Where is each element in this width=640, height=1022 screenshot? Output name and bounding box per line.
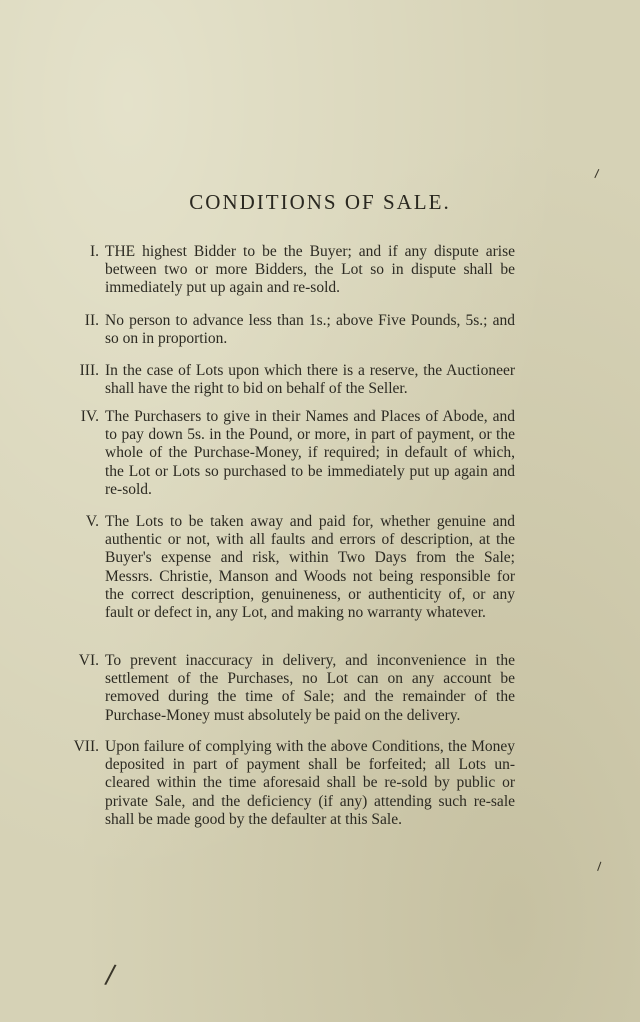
condition-2 [84, 312, 515, 348]
condition-text: No person to advance less than 1s.; above Five Pounds, 5s.; and so on in proportion. [105, 312, 515, 348]
condition-number: V. [85, 513, 99, 530]
ink-smudge-icon: ⸝ [587, 848, 607, 875]
condition-6 [78, 652, 515, 725]
ink-smudge-icon: ⸝ [586, 155, 604, 182]
condition-1 [89, 243, 515, 298]
condition-text: THE highest Bidder to be the Buyer; and if any dispute arise between two or more Bidders, the Lot so in dispute shall be immediately put up again and re-sold. [105, 243, 515, 297]
condition-text: Upon failure of complying with the above Conditions, the Money deposited in part of payment shall be forfeited; all Lots un-cleared within the time aforesaid shall be re-sold by public or private Sale, and the deficiency (if any) attending such re-sale shall be made good by the defaulter at this Sale. [105, 738, 515, 828]
condition-number: II. [84, 312, 99, 329]
condition-number: VII. [73, 738, 99, 755]
condition-number: IV. [80, 408, 99, 425]
condition-text: The Lots to be taken away and paid for, whether genuine and authentic or not, with all faults and errors of description, at the Buyer's expense and risk, within Two Days from the Sale; Messrs. Christie, Manson and Woods not being responsible for the correct description, genuineness, or authenticity of, or any fault or defect in, any Lot, and making no warranty whatever. [105, 513, 515, 622]
condition-7 [73, 738, 515, 829]
condition-text: To prevent inaccuracy in delivery, and inconvenience in the settlement of the Purchases, no Lot can on any account be removed during the time of Sale; and the remainder of the Purchase-Money must absolutely be paid on the delivery. [105, 652, 515, 724]
condition-number: III. [79, 362, 99, 379]
pencil-mark-icon: / [103, 959, 118, 991]
condition-number: I. [89, 243, 99, 260]
condition-text: In the case of Lots upon which there is a reserve, the Auctioneer shall have the right to bid on behalf of the Seller. [105, 362, 515, 398]
condition-text: The Purchasers to give in their Names and Places of Abode, and to pay down 5s. in the Pound, or more, in part of payment, or the whole of the Purchase-Money, if required; in default of which, the Lot or Lots so purchased to be immediately put up again and re-sold. [105, 408, 515, 498]
page-title: CONDITIONS OF SALE. [189, 190, 451, 214]
condition-number: VI. [78, 652, 99, 669]
condition-5 [85, 513, 515, 622]
condition-4 [80, 408, 515, 499]
condition-3 [79, 362, 515, 398]
